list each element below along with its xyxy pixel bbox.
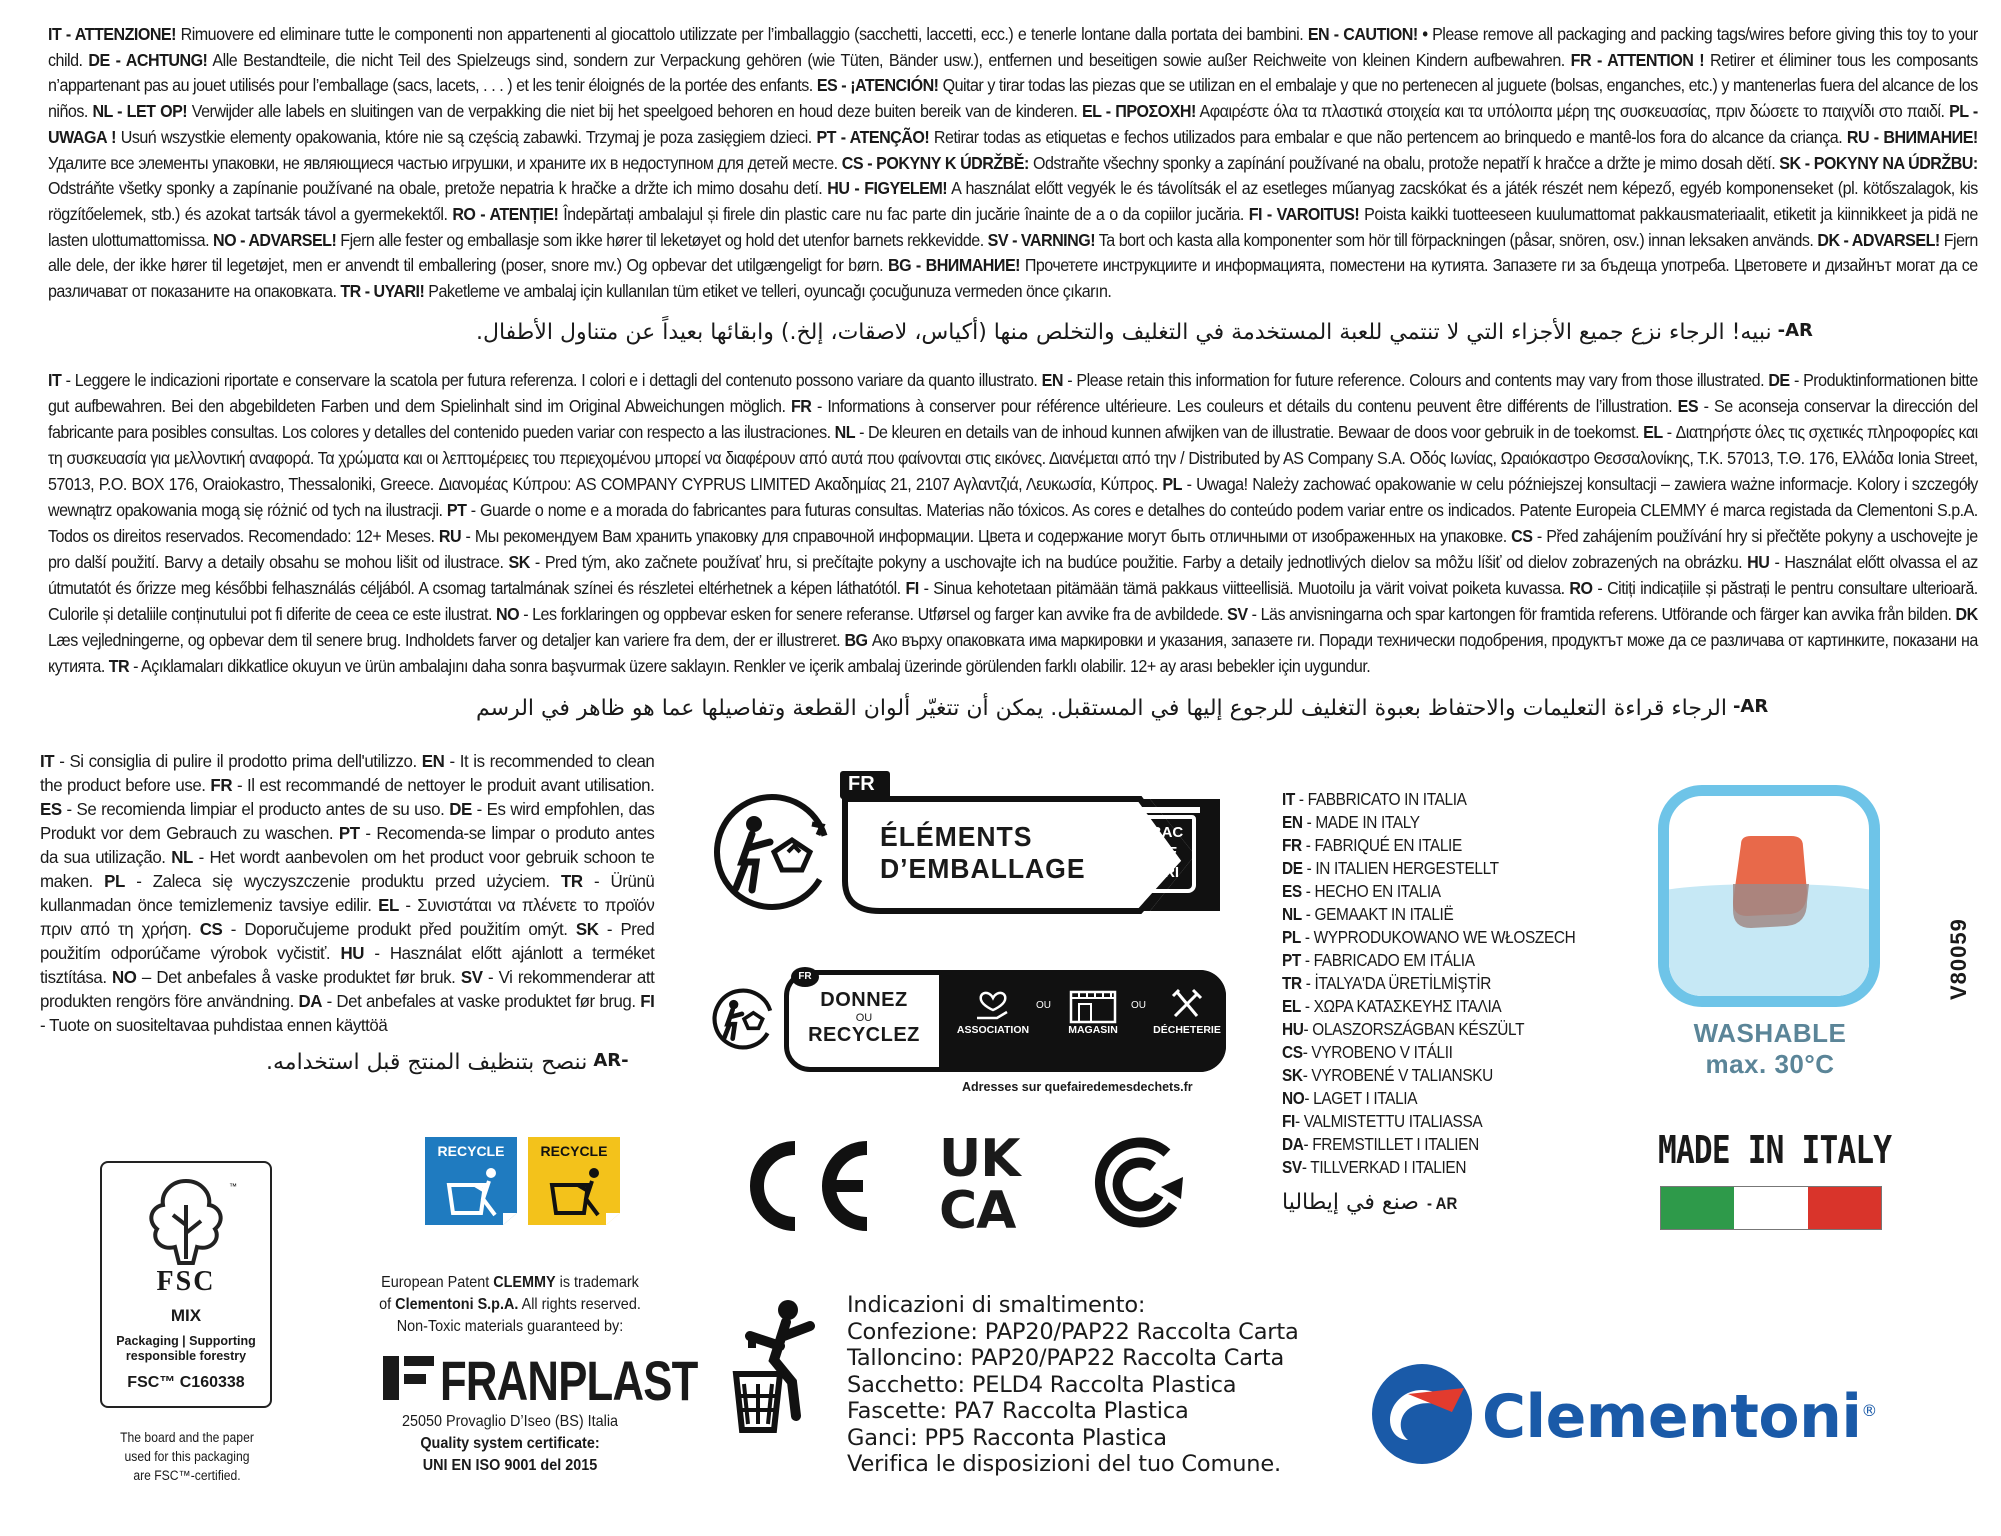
franplast-cert-value: UNI EN ISO 9001 del 2015 [422,1457,598,1474]
made-in-row [1282,995,1575,1018]
info-code: FI [905,578,919,598]
info-text: - Pred tým, ako začnete používať hru, si prečítajte pokyny a uschovajte ich na budúce použitie. Farby a detaily jednotlivých dielov sa môžu líšiť od dielov zobrazených na obrázku. [529,552,1748,572]
warning-code: CS - POKYNY K ÚDRŽBĚ: [841,152,1029,173]
warning-text: Quitar y tirar todas las piezas que se utilizan en el embalaje y que no pertenecen al juguete (bolsas, enganches, etc.) y mantenerlas fuera del alcance de los niños. [48,75,1978,122]
warning-code: HU - FIGYELEM! [827,178,948,199]
franplast-logo: FRANPLAST [440,1349,698,1412]
cleaning-text: - Pred použitím odporúčame výrobok vyčistiť. [40,919,655,963]
clementoni-wordmark [1482,1382,1877,1452]
cleaning-text: - Tuote on suositeltavaa puhdistaa ennen käyttöä [40,1015,388,1035]
made-in-row [1282,972,1575,995]
info-text: - Se aconseja conservar la dirección del fabricante para posibles consultas. Los colores y detalles del contenido pueden variar con respecto a las ilustraciones. [48,396,1978,442]
recycle-badge-blue-label: RECYCLE [437,1143,505,1159]
warning-text: Fjern alle dele, der ikke hører til legetøjet, men er anvendt til emballering (poser, snore mv.) Og opbevar det utilgængeligt for børn. [48,229,1978,276]
ukca-bottom: CA [939,1181,1016,1241]
made-in-row [1282,903,1575,926]
bin-icon [1138,815,1196,893]
info-text: Ако върху опаковката има маркировки и указания, запазете ги. Поради технически подобрения, продуктът може да се различава от картинките, показани на кутията. [48,630,1978,676]
made-in-arabic [1282,1190,1459,1215]
patent-brand: CLEMMY [493,1274,556,1291]
option-decheterie-label: DÉCHETERIE [1153,1024,1221,1036]
product-code: V80059 [1946,918,1971,1000]
cleaning-code: PT [338,823,360,843]
cleaning-text-block [40,749,654,1037]
warning-code: FI - VAROITUS! [1248,203,1360,224]
warning-code: EN - CAUTION! • [1307,24,1428,44]
franplast-cert-title: Quality system certificate: [420,1435,600,1452]
info-text: - Před zahájením používání hry si přečtěte pokyny a uschovejte je pro další použití. Barvy a detaily obsahu se mohou lišit od ilustrace. [48,526,1978,572]
info-text: - Sinua kehotetaan pitämään tämä pakkaus viitteellisiä. Muotoilu ja värit voivat poiketa kuvassa. [918,578,1570,598]
cleaning-code: ES [40,799,62,819]
cleaning-code: FR [210,775,233,795]
info-text: - De kleuren en details van de inhoud kunnen afwijken van de illustratie. Bewaar de doos voor gebruik in de toekomst. [855,422,1644,442]
donnez-ou: OU [855,1012,873,1024]
info-code: SK [508,552,530,572]
info-text: - Leggere le indicazioni riportate e conservare la scatola per futura referenza. I colori e i dettagli del contenuto possono variare da quanto illustrato. [61,370,1042,390]
made-in-text: - HECHO EN ITALIA [1301,881,1441,901]
patent-post: is trademark [555,1274,639,1291]
warning-text-block [48,22,1978,305]
cleaning-arabic [266,1050,666,1075]
info-code: EL [1643,422,1663,442]
patent-pre: European Patent [381,1274,494,1291]
warning-text: Удалите все элементы упаковки, не являющиеся частью игрушки, и храните их в недоступном для детей месте. [48,152,842,173]
triman-emballage-panel [840,771,1220,921]
info-text: - Informations à conserver pour référence ultérieure. Les couleurs et détails du contenu peuvent être différents de l’illustration. [811,396,1678,416]
disposal-line: Fascette: PA7 Raccolta Plastica [847,1398,1189,1424]
franplast-f-icon [404,1356,434,1366]
warning-code: IT - ATTENZIONE! [48,24,176,44]
made-in-code: DA [1282,1134,1304,1154]
cleaning-text: - Használat előtt ajánlott a terméket tisztítása. [40,943,655,987]
made-in-text: - WYPRODUKOWANO WE WŁOSZECH [1300,927,1576,947]
franplast-bar-icon [383,1356,399,1400]
made-in-text: - MADE IN ITALY [1302,812,1420,832]
info-code: DE [1768,370,1790,390]
made-in-text: - ΧΩΡΑ ΚΑΤΑΣΚΕΥΗΣ ΙΤΑΛΙΑ [1300,996,1502,1016]
info-arabic-text: الرجاء قراءة التعليمات والاحتفاظ بعبوة التغليف للرجوع إليها في المستقبل. يمكن أن تتغيّر ألوان القطعة وتفاصيلها عما هو ظاهر في الرسم [476,696,1727,721]
franplast-address: 25050 Provaglio D’Iseo (BS) Italia [401,1413,619,1430]
bin-line1: BAC [1150,824,1184,841]
triman-emballage-line2: D’EMBALLAGE [880,853,1086,884]
info-code: ES [1677,396,1699,416]
triman-recycle-icon [712,792,832,917]
cleaning-code: IT [40,751,55,771]
triman-small-recycle-icon [712,988,774,1055]
heart-hand-icon [947,984,1039,1024]
made-in-text: - TILLVERKAD I ITALIEN [1301,1157,1467,1177]
info-text: - Használat előtt olvassa el az útmutatót és őrizze meg későbbi felhasználás céljából. A csomag tartalmának színei és részletei eltérhetnek a képen láthatótól. [48,552,1978,598]
sep-1: OU [1036,1000,1051,1011]
cleaning-code: EL [378,895,399,915]
fsc-tree-icon [131,1175,241,1267]
warning-text: Retirer et éliminer tous les composants n’appartenant pas au jouet utilisés pour l’emballage (sacs, lacets, . . . ) et les tenir éloignés de la portée des enfants. [48,49,1978,96]
info-text: - Please retain this information for future reference. Colours and contents may vary from those illustrated. [1062,370,1769,390]
made-in-text: - FABRIQUÉ EN ITALIE [1301,835,1462,855]
made-in-code: IT [1282,789,1295,809]
warning-text: Αφαιρέστε όλα τα πλαστικά στοιχεία και τα υπόλοιπα μέρη της συσκευασίας, πριν δώσετε το παιχνίδι στο παιδί. [1195,101,1950,122]
option-magasin-label: MAGASIN [1068,1024,1118,1036]
disposal-line: Sacchetto: PELD4 Raccolta Plastica [847,1371,1237,1398]
fsc-note-line2: used for this packaging [124,1449,250,1464]
donnez-label: DONNEZ [820,989,908,1011]
fsc-note-line3: are FSC™-certified. [133,1468,241,1483]
cleaning-code: NO [112,967,137,987]
made-in-list [1282,788,1575,1179]
warning-arabic-code: AR- [1777,320,1813,341]
triman-url: Adresses sur quefairedemesdechets.fr [962,1080,1193,1094]
info-text: - Uwaga! Należy zachować opakowanie w celu późniejszej konsultacji – zawiera ważne informacje. Kolory i szczegóły wewnątrz opakowania mogą się różnić od tych na ilustracji. [48,474,1978,520]
info-code: BG [844,630,868,650]
cleaning-code: PL [104,871,125,891]
cleaning-arabic-code: AR- [593,1050,629,1071]
info-code: FR [790,396,812,416]
recycle-badge-yellow-label: RECYCLE [540,1143,608,1159]
option-decheterie [1149,984,1225,1036]
warning-text: Îndepărtați ambalajul și firele din plastic care nu fac parte din jucărie înainte de a o da copiilor jucăria. [558,203,1249,224]
triman-emballage-line1: ÉLÉMENTS [880,821,1033,852]
flag-white [1734,1187,1807,1229]
made-in-text: - VYROBENO V ITÁLII [1302,1042,1453,1062]
warning-text: Fjern alle fester og emballasje som ikke hører til leketøyet og hold det utenfor barnets rekkevidde. [336,229,988,250]
disposal-line: Confezione: PAP20/PAP22 Raccolta Carta [847,1318,1299,1345]
cleaning-text: - Det anbefales at vaske produktet før brug. [322,991,641,1011]
warning-code: FR - ATTENTION ! [1570,49,1705,70]
made-in-text: - OLASZORSZÁGBAN KÉSZÜLT [1303,1019,1525,1039]
cleaning-code: DA [298,991,323,1011]
info-arabic-code: AR- [1732,696,1769,717]
flag-green [1661,1187,1734,1229]
made-in-row [1282,880,1575,903]
warning-code: NL - LET OP! [92,101,188,122]
cleaning-text: - Si consiglia di pulire il prodotto prima dell'utilizzo. [54,751,422,771]
info-code: TR [108,656,130,676]
info-text: - Citiți indicațiile și păstrați le pentru consultare ulterioară. Culorile și detaliile conținutului pot fi diferite de ceea ce este ilustrat. [48,578,1978,624]
made-in-row [1282,834,1575,857]
warning-code: RU - ВНИМАНИЕ! [1846,126,1978,147]
warning-code: DK - ADVARSEL! [1817,229,1940,250]
made-in-text: - GEMAAKT IN ITALIË [1301,904,1454,924]
cleaning-code: SV [460,967,483,987]
washable-label [1650,1018,1890,1080]
warning-code: DE - ACHTUNG! [88,49,208,70]
info-code: NO [496,604,520,624]
made-in-arabic-code: - AR [1426,1194,1458,1213]
info-code: EN [1041,370,1063,390]
info-arabic [476,696,1976,721]
info-text: - Les forklaringen og oppbevar esken for senere referanse. Utførsel og farger kan avvike fra de avbildede. [519,604,1228,624]
franplast-statement [375,1272,645,1338]
warning-text: Verwijder alle labels en sluitingen van de verpakking die niet bij het speelgoed behoren en houd deze buiten bereik van de kinderen. [187,101,1082,122]
warning-code: SK - POKYNY NA ÚDRŽBU: [1779,152,1978,173]
made-in-text: - VYROBENÉ V TALIANSKU [1302,1065,1493,1085]
fsc-note-line1: The board and the paper [120,1430,254,1445]
store-icon [1057,984,1129,1024]
info-code: IT [48,370,62,390]
flag-red [1808,1187,1881,1229]
made-in-code: ES [1282,881,1302,901]
info-code: RU [438,526,462,546]
made-in-text: - İTALYA'DA ÜRETİLMİŞTİR [1301,973,1492,993]
cleaning-arabic-text: ننصح بتنظيف المنتج قبل استخدامه. [266,1050,588,1075]
triman-options-strip [939,970,1226,1072]
made-in-text: - VALMISTETTU ITALIASSA [1294,1111,1483,1131]
recycle-badge-yellow [528,1137,620,1225]
warning-code: SV - VARNING! [987,229,1096,250]
made-in-row [1282,1064,1575,1087]
made-in-code: EN [1282,812,1303,832]
info-text: Læs vejledningerne, og opbevar dem til senere brug. Indholdets farver og detaljer kan variere fra dem, der er illustreret. [48,630,845,650]
italian-flag [1660,1186,1882,1230]
info-text: - Läs anvisningarna och spar kartongen för framtida referens. Utförande och färger kan avvika från bilden. [1247,604,1956,624]
washable-icon [1658,785,1880,1007]
info-code: PL [1162,474,1182,494]
info-text-block [48,367,1978,679]
triman-top-badge: FR [848,773,875,795]
warning-code: PT - ATENÇÃO! [816,126,930,147]
bin-line2: DE [1156,844,1178,861]
made-in-row [1282,1018,1575,1041]
garment-icon [1721,832,1821,942]
option-association [947,984,1039,1036]
cleaning-text: - Se recomienda limpiar el producto antes de su uso. [61,799,450,819]
brand-registered: ® [1861,1401,1877,1420]
litter-bin-icon [730,1296,830,1441]
donnez-block [789,975,939,1067]
cleaning-text: - Zaleca się wyczyszczenie produktu przed użyciem. [124,871,561,891]
clementoni-logo-icon [1368,1360,1476,1473]
made-in-code: NO [1282,1088,1305,1108]
cleaning-text: - It is recommended to clean the product before use. [40,751,655,795]
fsc-mix: MIX [170,1306,202,1325]
cleaning-text: - Ürünü kullanmadan önce temizlemeniz tavsiye edilir. [40,871,655,915]
bin-line3: TRI [1154,864,1180,881]
ukca-mark [939,1129,1020,1241]
washable-line2: max. 30°C [1705,1049,1835,1079]
made-in-code: HU [1282,1019,1304,1039]
made-in-row [1282,1041,1575,1064]
recyclez-label: RECYCLEZ [808,1024,920,1046]
ce-mark-icon [745,1140,875,1237]
info-text: - Guarde o nome e a morada do fabricantes para futuras consultas. Materias não tóxicos. As cores e detalhes do conteúdo podem variar entre os indicados. Patente Europeia CLEMMY é marca registada da Clementoni S.p.A. Todos os direitos reservados. Recomendado: 12+ Meses. [48,500,1978,546]
made-in-row [1282,926,1575,949]
made-in-text: - LAGET I ITALIA [1304,1088,1418,1108]
made-in-row [1282,1156,1575,1179]
warning-text: Alle Bestandteile, die nicht Teil des Spielzeugs sind, sondern zur Verpackung gehören (wie Tüten, Bänder usw.), entfernen und beseitigen sowie außer Reichweite von kleinen Kindern aufbewahren. [207,49,1571,70]
owner-brand: Clementoni S.p.A. [395,1296,519,1313]
warning-arabic [476,320,1976,345]
made-in-arabic-text: صنع في إيطاليا [1282,1190,1419,1215]
cleaning-text: - Doporučujeme produkt před použitím omýt. [222,919,576,939]
warning-text: Retirar todas as etiquetas e fechos utilizados para embalar e que não pertencem ao brinquedo e mantê-los fora do alcance da criança. [929,126,1847,147]
triman-c-icon [1089,1133,1189,1238]
warning-text: Poista kaikki tuotteeseen kuulumattomat pakkausmateriaalit, etiketit ja kiinnikkeet ja pidä ne lasten ulottumattomissa. [48,203,1978,250]
info-text: - Açıklamaları dikkatlice okuyun ve ürün ambalajını daha sonra başvurmak üzere saklayın. Renkler ve içerik ambalaj üzerinde görülenden farklı olabilir. 12+ ay arası bebekler için uygundur. [129,656,1371,676]
fsc-packaging: Packaging | Supporting responsible forestry [116,1334,256,1363]
recycle-badge-blue [425,1137,517,1225]
info-text: - Мы рекомендуем Вам хранить упаковку для справочной информации. Цвета и содержание могут быть отличными от изображенных на упаковке. [461,526,1512,546]
made-in-row [1282,1087,1575,1110]
made-in-code: FR [1282,835,1302,855]
warning-text: Usuń wszystkie elementy opakowania, które nie są częścią zabawki. Trzymaj je poza zasięgiem dzieci. [116,126,817,147]
info-code: PT [446,500,467,520]
made-in-code: FI [1282,1111,1295,1131]
info-code: CS [1511,526,1533,546]
made-in-row [1282,788,1575,811]
fsc-wordmark: FSC [156,1266,216,1297]
cleaning-code: CS [199,919,223,939]
made-in-code: SK [1282,1065,1303,1085]
cleaning-code: FI [640,991,655,1011]
warning-code: RO - ATENȚIE! [452,203,559,224]
warning-text: Ta bort och kasta alla komponenter som hör till förpackningen (påsar, snören, osv.) innan leksaken används. [1095,229,1818,250]
disposal-line: Ganci: PP5 Racconta Plastica [847,1424,1167,1451]
made-in-code: EL [1282,996,1301,1016]
cleaning-text: - Es wird empfohlen, das Produkt vor dem Gebrauch zu waschen. [40,799,655,843]
warning-code: PL - UWAGA ! [48,101,1978,147]
triman-emballage-label [880,821,1086,885]
info-code: NL [834,422,856,442]
made-in-row [1282,1110,1575,1133]
warning-arabic-text: نبيه! الرجاء نزع جميع الأجزاء التي لا تنتمي للعبة المستخدمة في التغليف والتخلص منها (أكياس، لاصقات، إلخ.) وابقائها بعيداً عن متناول الأطفال. [476,320,1772,345]
washable-line1: WASHABLE [1693,1018,1847,1048]
disposal-line: Verifica le disposizioni del tuo Comune. [847,1451,1281,1477]
made-in-code: PT [1282,950,1301,970]
made-in-text: - FABBRICATO IN ITALIA [1294,789,1467,809]
warning-text: A használat előtt vegyék le és távolítsák el az esetleges műanyag zacskókat és a játék részét nem képező, egyéb komponenseket (pl. kötőszalagok, kis rögzítőelemek, stb.) és azokat tartsák távol a gyermekektől. [48,178,1978,224]
disposal-line: Talloncino: PAP20/PAP22 Raccolta Carta [847,1345,1285,1371]
made-in-row [1282,1133,1575,1156]
info-code: RO [1569,578,1593,598]
warning-code: NO - ADVARSEL! [213,229,337,250]
option-magasin [1057,984,1129,1036]
tools-icon [1149,984,1225,1024]
warning-code: EL - ΠΡΟΣΟΧΗ! [1081,101,1196,122]
warning-text: Odstraňte všechny sponky a zapínání používané na obalu, protože nepatří k hračce a držte je mimo dosah dětí. [1028,152,1780,173]
made-in-code: DE [1282,858,1303,878]
cleaning-code: EN [421,751,445,771]
made-in-code: PL [1282,927,1301,947]
made-in-code: CS [1282,1042,1303,1062]
made-in-row [1282,949,1575,972]
franplast-address-block [375,1411,645,1477]
info-text: - Διατηρήστε όλες τις σχετικές πληροφορίες και τη συσκευασία για μελλοντική αναφορά. Τα χρώματα και οι λεπτομέρειες του περιεχομένου μπορεί να διαφέρουν από αυτά που φαίνονται στις εικόνες. Διανέμεται από την / Distributed by AS Company S.A. Οδός Ιωνίας, Ωραιόκαστρο Θεσσαλονίκης, Τ.Κ. 57013, Τ.Θ. 176, Ελλάδα Ionia Street, 57013, P.O. BOX 176, Oraiokastro, Thessaloniki, Greece. Διανομέας Κύπρου: AS COMPANY CYPRUS LIMITED Ακαδημίας 21, 2107 Αγλαντζιά, Λευκωσία, Κύπρος. [48,422,1978,494]
warning-text: Paketleme ve ambalaj için kullanılan tüm etiket ve telleri, oyuncağı çocuğunuza vermeden önce çıkarın. [424,281,1112,302]
made-in-text: - FREMSTILLET I ITALIEN [1303,1134,1479,1154]
made-in-code: TR [1282,973,1302,993]
cleaning-text: - Recomenda-se limpar o produto antes da sua utilização. [40,823,655,867]
cleaning-text: - Het wordt aanbevolen om het product voor gebruik schoon te maken. [40,847,655,891]
triman-donnez-panel [784,970,1226,1072]
cleaning-code: HU [340,943,365,963]
cleaning-text: - Συνιστάται να πλένετε το προϊόν πριν από τη χρήση. [40,895,655,939]
ukca-top: UK [939,1129,1020,1189]
cleaning-code: NL [171,847,193,867]
made-in-code: NL [1282,904,1302,924]
disposal-instructions [847,1292,1299,1478]
made-in-code: SV [1282,1157,1302,1177]
fsc-logo [100,1161,272,1408]
warning-code: ES - ¡ATENCIÓN! [816,75,939,96]
brand-name: Clementoni [1482,1382,1862,1452]
cleaning-text: – Det anbefales å vaske produktet før bruk. [136,967,461,987]
fsc-code: FSC™ C160338 [127,1374,245,1391]
info-text: - Produktinformationen bitte gut aufbewahren. Bei den abgebildeten Farben und dem Spielinhalt sind im Original Abweichungen möglich. [48,370,1978,416]
warning-text: Odstráňte všetky sponky a zapínanie používané na obale, pretože nepatria k hračke a držte ich mimo dosahu detí. [48,178,828,199]
disposal-line: Indicazioni di smaltimento: [847,1292,1146,1318]
option-association-label: ASSOCIATION [956,1024,1030,1036]
warning-code: TR - UYARI! [340,281,425,302]
made-in-row [1282,857,1575,880]
made-in-row [1282,811,1575,834]
sep-2: OU [1131,1000,1146,1011]
made-in-text: - IN ITALIEN HERGESTELLT [1302,858,1499,878]
warning-text: Прочетете инструкциите и информацията, поместени на кутията. Запазете ги за бъдеща употреба. Цветовете и дизайнът могат да се различават от показаните на опаковката. [48,255,1978,302]
made-in-text: - FABRICADO EM ITÁLIA [1300,950,1475,970]
owner-post: All rights reserved. [518,1296,641,1313]
cleaning-code: SK [575,919,599,939]
triman-bottom-badge: FR [791,967,819,987]
info-code: SV [1227,604,1248,624]
fsc-note [102,1428,273,1485]
cleaning-code: TR [560,871,583,891]
cleaning-code: DE [449,799,472,819]
svg-text:™: ™ [229,1182,237,1191]
cleaning-text: - Il est recommandé de nettoyer le produit avant utilisation. [232,775,655,795]
made-in-italy-heading: MADE IN ITALY [1658,1128,1892,1172]
info-code: HU [1747,552,1770,572]
cleaning-text: - Vi rekommenderar att produkten rengörs före användning. [40,967,655,1011]
warning-text: Rimuovere ed eliminare tutte le componenti non appartenenti al giocattolo utilizzate per l’imballaggio (sacchetti, laccetti, ecc.) e tenerle lontane dalla portata dei bambini. [175,24,1308,44]
owner-pre: of [379,1296,396,1313]
nontoxic-line: Non-Toxic materials guaranteed by: [396,1318,624,1335]
warning-code: BG - ВНИМАНИЕ! [887,255,1020,276]
info-code: DK [1955,604,1978,624]
franplast-f-icon-bar [404,1374,426,1384]
warning-text: Please remove all packaging and packing tags/wires before giving this toy to your child. [48,24,1978,70]
